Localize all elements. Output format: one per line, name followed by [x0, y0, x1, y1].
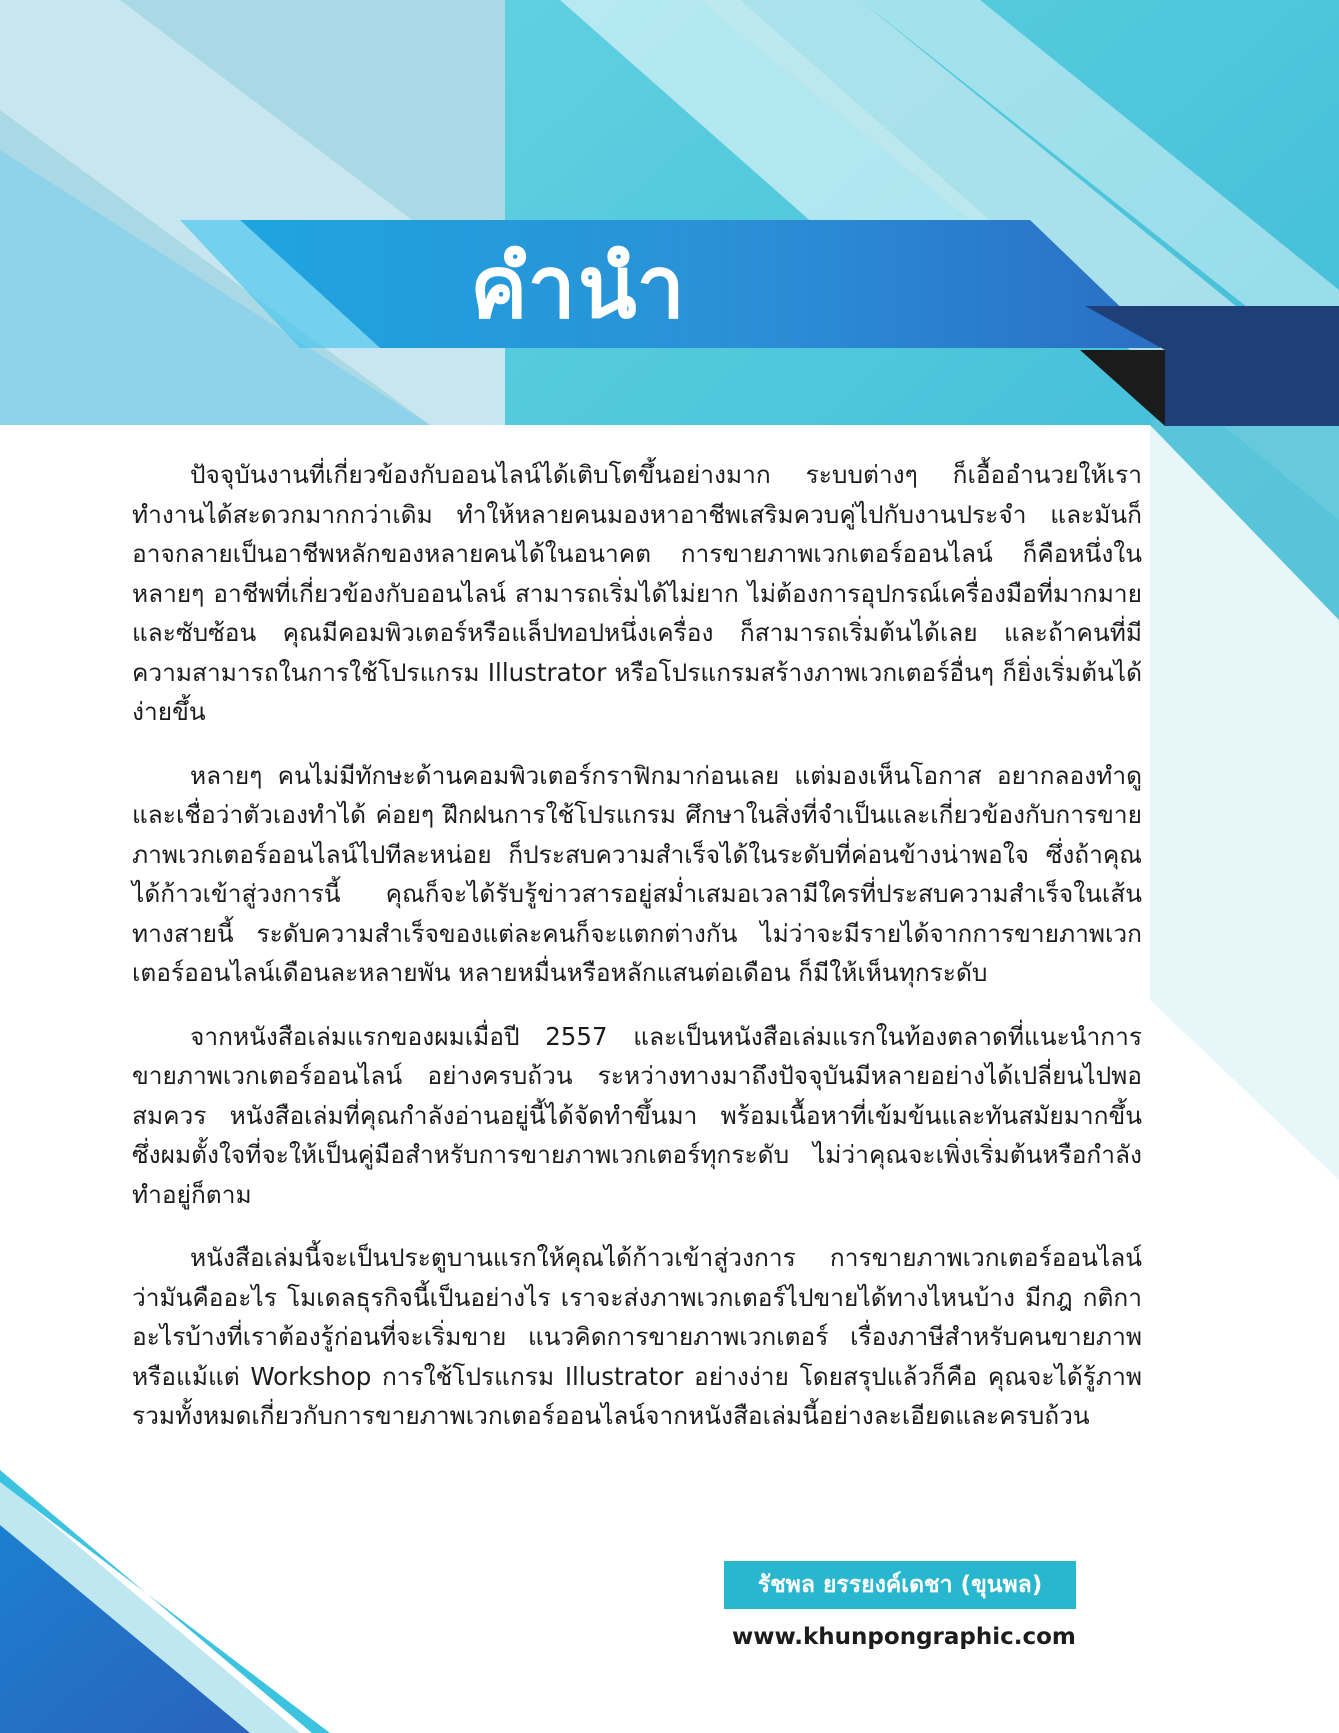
author-name: รัชพล ยรรยงค์เดชา (ขุนพล): [757, 1572, 1043, 1598]
paragraph-1: ปัจจุบันงานที่เกี่ยวข้องกับออนไลน์ได้เติบโตขึ้นอย่างมาก ระบบต่างๆ ก็เอื้ออำนวยให้เราทำงานได้สะดวกมากกว่าเดิม ทำให้หลายคนมองหาอาชีพเสริมควบคู่ไปกับงานประจำ และมันก็อาจกลายเป็นอาชีพหลักของหลายคนได้ในอนาคต การขายภาพเวกเตอร์ออนไลน์ ก็คือหนึ่งในหลายๆ อาชีพที่เกี่ยวข้องกับออนไลน์ สามารถเริ่มได้ไม่ยาก ไม่ต้องการอุปกรณ์เครื่องมือที่มากมายและซับซ้อน คุณมีคอมพิวเตอร์หรือแล็ปทอปหนึ่งเครื่อง ก็สามารถเริ่มต้นได้เลย และถ้าคนที่มีความสามารถในการใช้โปรแกรม Illustrator หรือโปรแกรมสร้างภาพเวกเตอร์อื่นๆ ก็ยิ่งเริ่มต้นได้ง่ายขึ้น: [132, 460, 1142, 726]
paragraph-4: หนังสือเล่มนี้จะเป็นประตูบานแรกให้คุณได้ก้าวเข้าสู่วงการ การขายภาพเวกเตอร์ออนไลน์ ว่ามันคืออะไร โมเดลธุรกิจนี้เป็นอย่างไร เราจะส่งภาพเวกเตอร์ไปขายได้ทางไหนบ้าง มีกฎ กติกาอะไรบ้างที่เราต้องรู้ก่อนที่จะเริ่มขาย แนวคิดการขายภาพเวกเตอร์ เรื่องภาษีสำหรับคนขายภาพหรือแม้แต่ Workshop การใช้โปรแกรม Illustrator อย่างง่าย โดยสรุปแล้วก็คือ คุณจะได้รู้ภาพรวมทั้งหมดเกี่ยวกับการขายภาพเวกเตอร์ออนไลน์จากหนังสือเล่มนี้อย่างละเอียดและครบถ้วน: [132, 1243, 1142, 1430]
website-url: www.khunpongraphic.com: [732, 1624, 1076, 1650]
paragraph-2: หลายๆ คนไม่มีทักษะด้านคอมพิวเตอร์กราฟิกมาก่อนเลย แต่มองเห็นโอกาส อยากลองทำดูและเชื่อว่าตัวเองทำได้ ค่อยๆ ฝึกฝนการใช้โปรแกรม ศึกษาในสิ่งที่จำเป็นและเกี่ยวข้องกับการขายภาพเวกเตอร์ออนไลน์ไปทีละหน่อย ก็ประสบความสำเร็จได้ในระดับที่ค่อนข้างน่าพอใจ ซึ่งถ้าคุณได้ก้าวเข้าสู่วงการนี้ คุณก็จะได้รับรู้ข่าวสารอยู่สม่ำเสมอเวลามีใครที่ประสบความสำเร็จในเส้นทางสายนี้ ระดับความสำเร็จของแต่ละคนก็จะแตกต่างกัน ไม่ว่าจะมีรายได้จากการขายภาพเวกเตอร์ออนไลน์เดือนละหลายพัน หลายหมื่นหรือหลักแสนต่อเดือน ก็มีให้เห็นทุกระดับ: [132, 760, 1142, 987]
page-title: คำนำ: [470, 238, 687, 338]
author-badge: [724, 1561, 1076, 1609]
paragraph-3: จากหนังสือเล่มแรกของผมเมื่อปี 2557 และเป็นหนังสือเล่มแรกในท้องตลาดที่แนะนำการขายภาพเวกเตอร์ออนไลน์ อย่างครบถ้วน ระหว่างทางมาถึงปัจจุบันมีหลายอย่างได้เปลี่ยนไปพอสมควร หนังสือเล่มที่คุณกำลังอ่านอยู่นี้ได้จัดทำขึ้นมา พร้อมเนื้อหาที่เข้มข้นและทันสมัยมากขึ้น ซึ่งผมตั้งใจที่จะให้เป็นคู่มือสำหรับการขายภาพเวกเตอร์ทุกระดับ ไม่ว่าคุณจะเพิ่งเริ่มต้นหรือกำลังทำอยู่ก็ตาม: [132, 1021, 1142, 1209]
preface-body: [132, 455, 1142, 1460]
